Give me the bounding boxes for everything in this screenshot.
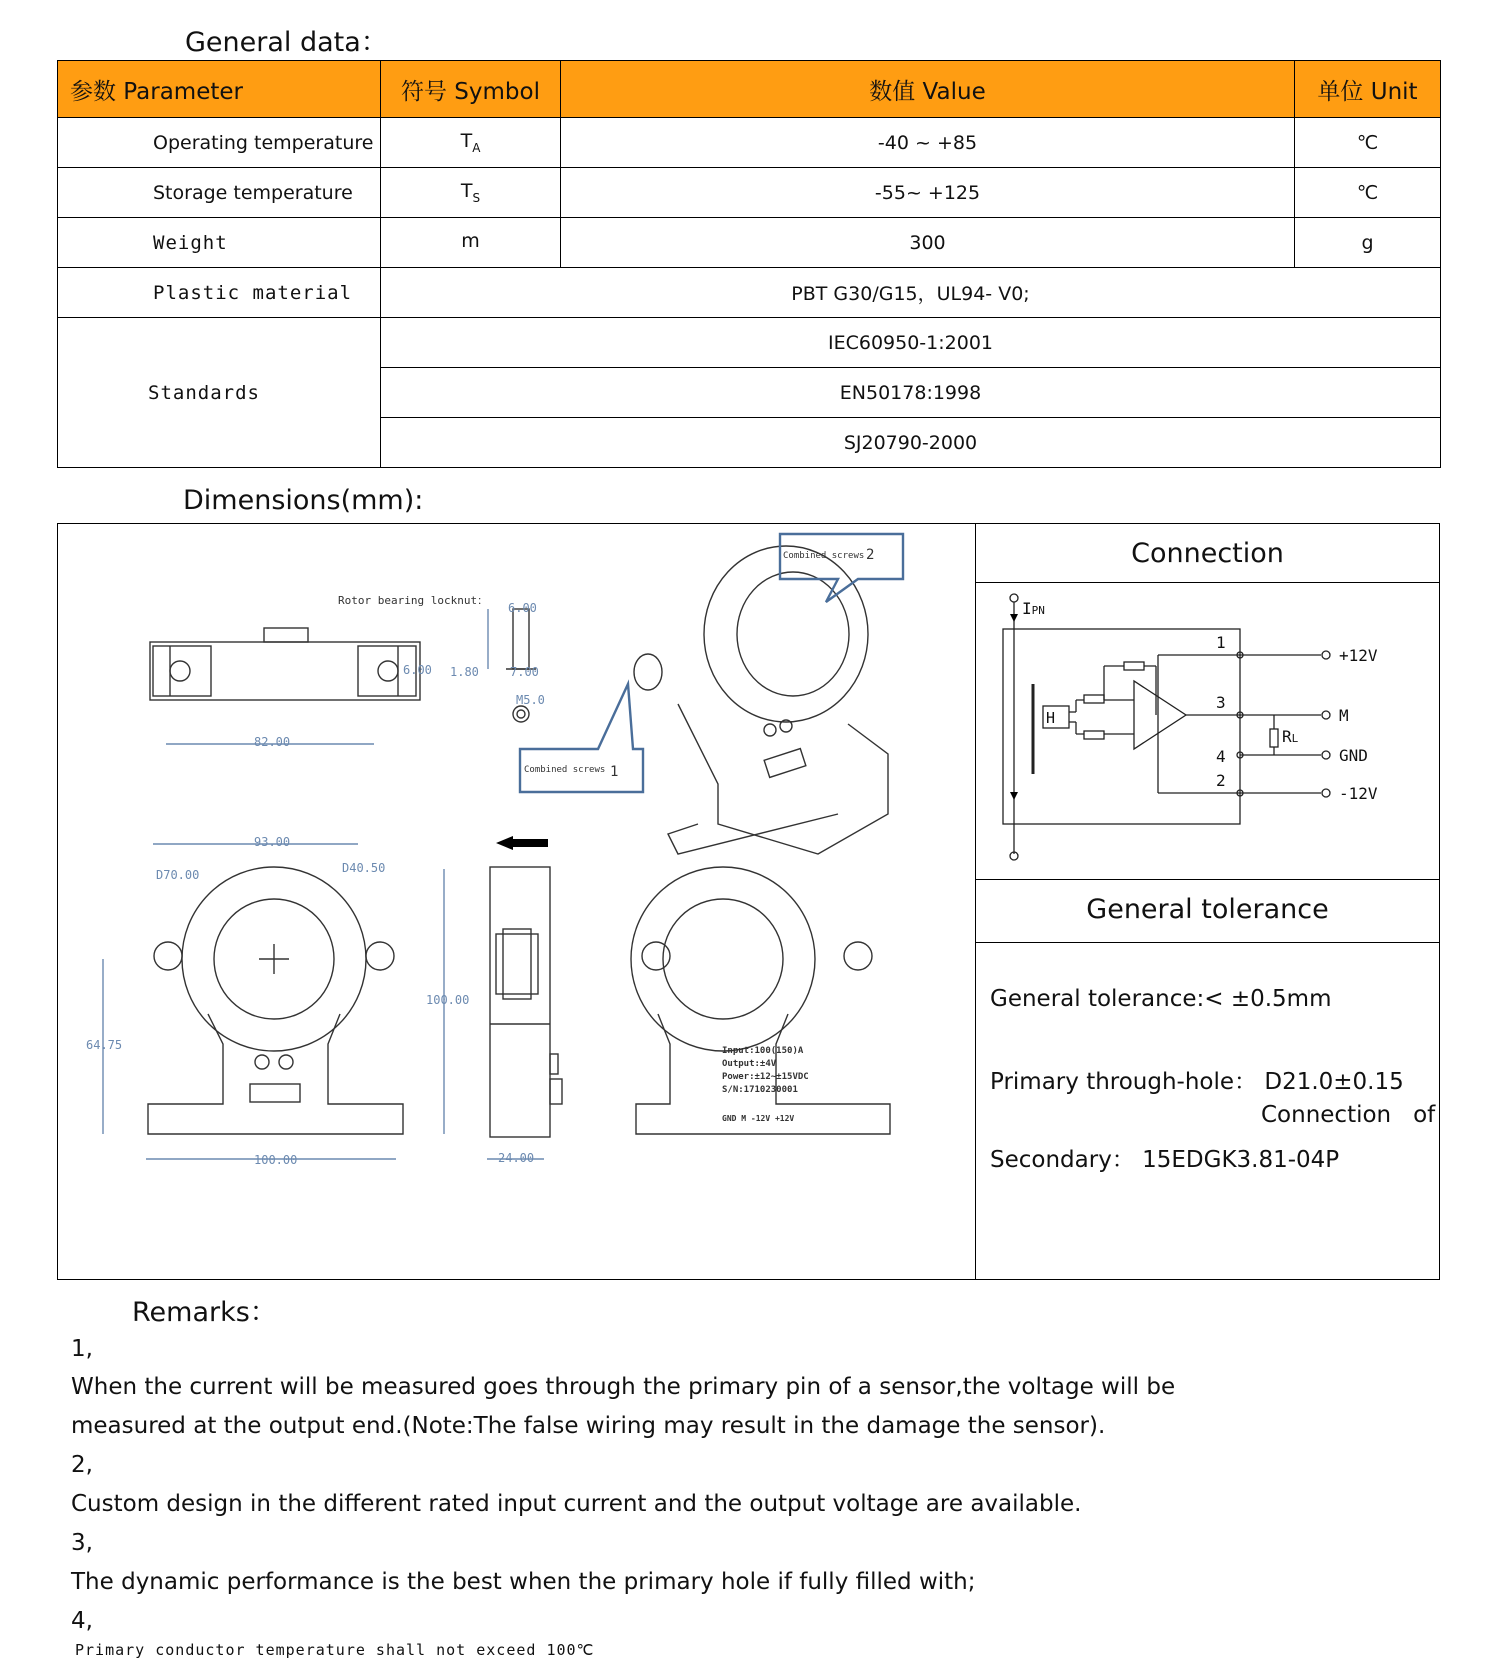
header-value: 数值 Value: [561, 61, 1295, 118]
nameplate-line: Output:±4V: [722, 1059, 777, 1069]
table-row: [58, 218, 1441, 268]
direction-arrow-icon: [513, 839, 548, 847]
screw2-number: 2: [866, 547, 875, 563]
nameplate-line: S/N:1710230001: [722, 1085, 798, 1095]
dimension-drawing-svg: [58, 524, 975, 1279]
remark-line: 4,: [71, 1608, 93, 1634]
remark-line: 2,: [71, 1452, 93, 1478]
symbol-cell: $T_S$: [381, 168, 561, 218]
tolerance-title: General tolerance: [1086, 894, 1329, 925]
dim-label: 64.75: [86, 1038, 123, 1052]
unit-cell: ℃: [1295, 118, 1441, 168]
pin-number: 4: [1216, 747, 1226, 766]
unit-cell: ℃: [1295, 168, 1441, 218]
dim-label: D70.00: [156, 868, 200, 882]
secondary-line: Secondary： 15EDGK3.81-04P: [990, 1147, 1340, 1173]
locknut-label: Rotor bearing locknut：: [338, 594, 489, 607]
dim-label: 24.00: [498, 1151, 535, 1165]
tolerance-line: General tolerance:< ±0.5mm: [990, 986, 1332, 1012]
remark-line: measured at the output end.(Note:The false wiring may result in the damage the sensor).: [71, 1413, 1106, 1439]
dim-label: 93.00: [254, 835, 291, 849]
general-data-table: [57, 60, 1441, 468]
param-cell: Weight: [58, 218, 381, 268]
screw1-number: 1: [610, 764, 619, 780]
remark-line: 3,: [71, 1530, 93, 1556]
symbol-cell: m: [381, 218, 561, 268]
through-hole-line: Primary through-hole： D21.0±0.15: [990, 1069, 1404, 1095]
standards-label: Standards: [58, 318, 381, 468]
dim-label: 100.00: [254, 1153, 298, 1167]
dim-label: 100.00: [426, 993, 470, 1007]
dim-label: M5.0: [516, 693, 545, 707]
standard-value: IEC60950-1:2001: [381, 318, 1441, 368]
table-header-row: [58, 61, 1441, 118]
table-row: [58, 318, 1441, 368]
remark-line: 1,: [71, 1336, 93, 1362]
screw2-label: Combined screws: [783, 551, 865, 561]
remark-line: Custom design in the different rated input current and the output voltage are available.: [71, 1491, 1082, 1517]
table-row: [58, 168, 1441, 218]
rl-label: RL: [1282, 727, 1299, 746]
table-row: [58, 268, 1441, 318]
unit-cell: g: [1295, 218, 1441, 268]
nameplate-line: Input:100(150)A: [722, 1046, 804, 1056]
dim-label: 1.80: [450, 665, 479, 679]
remark-last: Primary conductor temperature shall not exceed 100℃: [75, 1641, 595, 1659]
dimensions-title: Dimensions(mm):: [183, 485, 424, 516]
plastic-label: Plastic material: [58, 268, 381, 318]
output-label: +12V: [1339, 646, 1378, 665]
symbol-cell: $T_A$: [381, 118, 561, 168]
value-cell: 300: [561, 218, 1295, 268]
standard-value: SJ20790-2000: [381, 418, 1441, 468]
dim-label: 82.00: [254, 735, 291, 749]
header-symbol: 符号 Symbol: [381, 61, 561, 118]
remark-line: The dynamic performance is the best when the primary hole if fully filled with;: [71, 1569, 976, 1595]
connection-line: Connection of: [1261, 1102, 1436, 1128]
connection-title: Connection: [1131, 538, 1284, 569]
dim-label: D40.50: [342, 861, 386, 875]
header-unit: 单位 Unit: [1295, 61, 1441, 118]
param-cell: Operating temperature: [58, 118, 381, 168]
output-label: GND: [1339, 746, 1368, 765]
header-parameter: 参数 Parameter: [58, 61, 381, 118]
dim-label: 6.00: [508, 601, 537, 615]
value-cell: -40 ~ +85: [561, 118, 1295, 168]
screw1-label: Combined screws: [524, 765, 606, 775]
plastic-value: PBT G30/G15，UL94- V0;: [381, 268, 1441, 318]
dim-label: 7.00: [510, 665, 539, 679]
pin-number: 2: [1216, 771, 1226, 790]
hall-label: H: [1046, 709, 1056, 727]
dimensions-drawing: [57, 523, 976, 1280]
connection-schematic: [976, 584, 1439, 884]
nameplate-line: Power:±12~±15VDC: [722, 1072, 809, 1082]
output-label: M: [1339, 706, 1349, 725]
output-label: -12V: [1339, 784, 1378, 803]
standard-value: EN50178:1998: [381, 368, 1441, 418]
remark-line: When the current will be measured goes through the primary pin of a sensor,the voltage will be: [71, 1374, 1176, 1400]
value-cell: -55~ +125: [561, 168, 1295, 218]
pin-number: 3: [1216, 693, 1226, 712]
general-data-title: General data：: [185, 27, 388, 58]
nameplate-pins: GND M -12V +12V: [722, 1114, 795, 1123]
connection-tolerance-panel: [975, 523, 1440, 1280]
param-cell: Storage temperature: [58, 168, 381, 218]
dim-label: 6.00: [403, 663, 432, 677]
pin-number: 1: [1216, 633, 1226, 652]
remarks-title: Remarks：: [132, 1297, 277, 1328]
ipn-label: IPN: [1022, 599, 1045, 618]
table-row: [58, 118, 1441, 168]
